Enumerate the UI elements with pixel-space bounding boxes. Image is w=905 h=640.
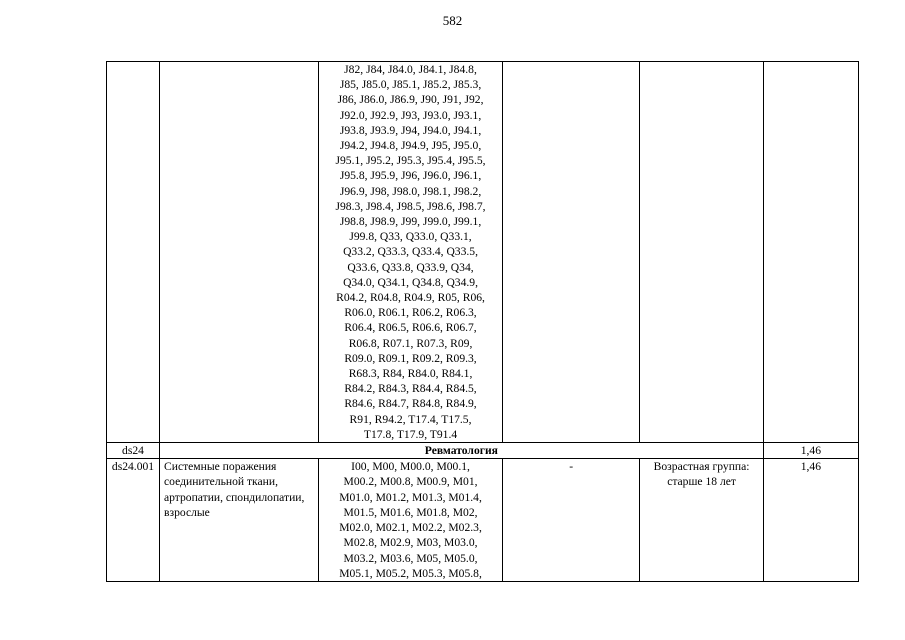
row-criteria [640, 62, 763, 443]
tariff-table [106, 61, 859, 582]
row-coef [763, 62, 858, 443]
row-extra [503, 62, 640, 443]
row-icd-codes: I00, M00, M00.0, M00.1, M00.2, M00.8, M00.9, M01, M01.0, M01.2, M01.3, M01.4, M01.5, M01.6, M01.8, M02, M02.0, M02.1, M02.2, M02.3, M02.8, M02.9, M03, M03.0, M03.2, M03.6, M05, M05.0, M05.1, M05.2, M05.3, M05.8, [319, 459, 503, 582]
section-title: Ревматология [160, 443, 764, 459]
row-criteria: Возрастная группа: старше 18 лет [640, 459, 763, 582]
row-code: ds24.001 [107, 459, 160, 582]
row-coef: 1,46 [763, 459, 858, 582]
page-number: 582 [442, 13, 463, 28]
section-row [107, 443, 859, 459]
table-row [107, 62, 859, 443]
row-icd-codes: J82, J84, J84.0, J84.1, J84.8, J85, J85.0, J85.1, J85.2, J85.3, J86, J86.0, J86.9, J90, J91, J92, J92.0, J92.9, J93, J93.0, J93.1, J93.8, J93.9, J94, J94.0, J94.1, J94.2, J94.8, J94.9, J95, J95.0, J95.1, J95.2, J95.3, J95.4, J95.5, J95.8, J95.9, J96, J96.0, J96.1, J96.9, J98, J98.0, J98.1, J98.2, J98.3, J98.4, J98.5, J98.6, J98.7, J98.8, J98.9, J99, J99.0, J99.1, J99.8, Q33, Q33.0, Q33.1, Q33.2, Q33.3, Q33.4, Q33.5, Q33.6, Q33.8, Q33.9, Q34, Q34.0, Q34.1, Q34.8, Q34.9, R04.2, R04.8, R04.9, R05, R06, R06.0, R06.1, R06.2, R06.3, R06.4, R06.5, R06.6, R06.7, R06.8, R07.1, R07.3, R09, R09.0, R09.1, R09.2, R09.3, R68.3, R84, R84.0, R84.1, R84.2, R84.3, R84.4, R84.5, R84.6, R84.7, R84.8, R84.9, R91, R94.2, T17.4, T17.5, T17.8, T17.9, T91.4 [319, 62, 503, 443]
row-extra: - [503, 459, 640, 582]
section-code: ds24 [107, 443, 160, 459]
row-code [107, 62, 160, 443]
row-name [160, 62, 319, 443]
table-row [107, 459, 859, 582]
section-coef: 1,46 [763, 443, 858, 459]
row-name: Системные поражения соединительной ткани, артропатии, спондилопатии, взрослые [160, 459, 319, 582]
